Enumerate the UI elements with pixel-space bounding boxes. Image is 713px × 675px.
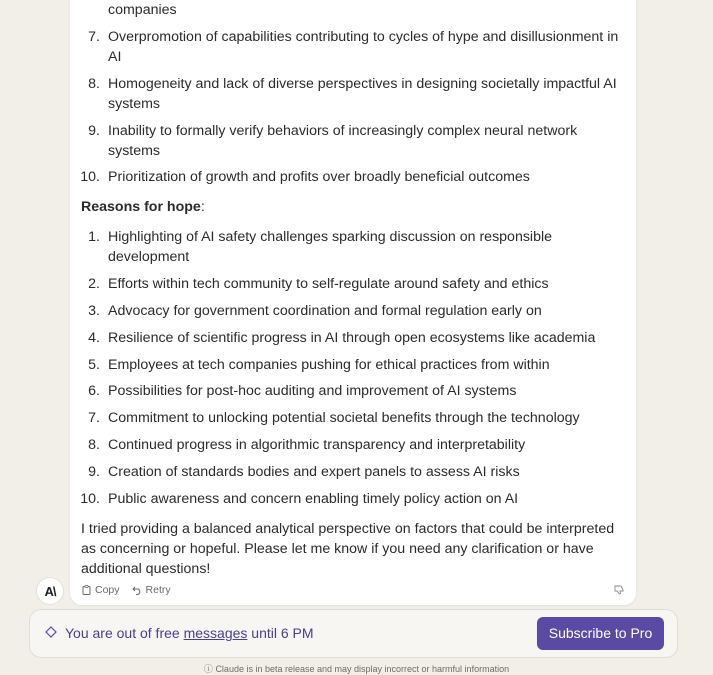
- beta-disclaimer: [0, 662, 713, 675]
- section-heading-text: Reasons for hope: [81, 199, 201, 215]
- clipboard-icon: [82, 585, 91, 595]
- rate-limit-message: [65, 625, 314, 641]
- subscribe-to-pro-button[interactable]: Subscribe to Pro: [537, 617, 664, 650]
- list-item: Resilience of scientific progress in AI through open ecosystems like academia: [108, 330, 596, 346]
- copy-label: Copy: [95, 584, 120, 596]
- message-actions: [82, 584, 171, 596]
- list-item: Creation of standards bodies and expert panels to assess AI risks: [108, 464, 520, 480]
- list-item: Highlighting of AI safety challenges sparking discussion on responsible: [108, 229, 553, 245]
- list-item-number: 7.: [88, 29, 100, 45]
- list-item: Homogeneity and lack of diverse perspectives in designing societally impactful AI: [108, 76, 617, 92]
- rate-limit-prefix: You are out of free: [65, 625, 184, 641]
- retry-label: Retry: [145, 584, 171, 596]
- retry-icon: [132, 585, 142, 595]
- list-item-continuation: AI: [108, 49, 122, 65]
- assistant-message: [70, 0, 636, 605]
- list-item: Commitment to unlocking potential societal benefits through the technology: [108, 410, 580, 426]
- claude-avatar: [37, 578, 63, 604]
- thumbs-down-button[interactable]: [614, 585, 625, 598]
- list-item-number: 2.: [88, 276, 100, 292]
- retry-button[interactable]: [132, 584, 171, 596]
- copy-button[interactable]: [82, 584, 120, 596]
- section-heading-colon: :: [200, 199, 205, 215]
- list-item: Prioritization of growth and profits over broadly beneficial outcomes: [108, 169, 530, 185]
- list-item-number: 4.: [88, 330, 100, 346]
- list-item-number: 9.: [88, 123, 100, 139]
- list-item-continuation: companies: [108, 2, 177, 18]
- list-item-number: 7.: [88, 410, 100, 426]
- list-item-number: 8.: [88, 437, 100, 453]
- list-item-number: 10.: [80, 169, 100, 185]
- list-item: Continued progress in algorithmic transparency and interpretability: [108, 437, 526, 453]
- list-item-number: 3.: [88, 303, 100, 319]
- closing-paragraph-line: additional questions!: [81, 561, 211, 577]
- list-item: Possibilities for post-hoc auditing and improvement of AI systems: [108, 383, 517, 399]
- thumbs-down-icon: [614, 585, 625, 595]
- anthropic-logo-icon: A\: [44, 583, 56, 599]
- list-item: Inability to formally verify behaviors of increasingly complex neural network: [108, 123, 578, 139]
- list-item: Efforts within tech community to self-regulate around safety and ethics: [108, 276, 549, 292]
- list-item: Overpromotion of capabilities contributing to cycles of hype and disillusionment in: [108, 29, 619, 45]
- list-item-number: 5.: [88, 357, 100, 373]
- list-item: Public awareness and concern enabling timely policy action on AI: [108, 491, 519, 507]
- closing-paragraph-line: as concerning or hopeful. Please let me know if you need any clarification or have: [81, 541, 594, 557]
- info-icon: ⓘ: [203, 664, 213, 674]
- list-item: Employees at tech companies pushing for ethical practices from within: [108, 357, 550, 373]
- beta-disclaimer-text: Claude is in beta release and may display incorrect or harmful information: [215, 664, 510, 674]
- list-item: Advocacy for government coordination and formal regulation early on: [108, 303, 542, 319]
- rate-limit-banner: [29, 609, 678, 658]
- list-item-continuation: systems: [108, 143, 161, 159]
- closing-paragraph-line: I tried providing a balanced analytical perspective on factors that could be interpreted: [81, 521, 615, 537]
- rate-limit-suffix: until 6 PM: [247, 625, 314, 641]
- list-item-continuation: systems: [108, 96, 161, 112]
- messages-link[interactable]: messages: [183, 625, 248, 641]
- list-item-number: 6.: [88, 383, 100, 399]
- diamond-icon: [45, 626, 57, 641]
- list-item-number: 10.: [80, 491, 100, 507]
- list-item-number: 9.: [88, 464, 100, 480]
- list-item-number: 1.: [88, 229, 100, 245]
- list-item-number: 8.: [88, 76, 100, 92]
- section-heading: [81, 197, 205, 217]
- list-item-continuation: development: [108, 249, 190, 265]
